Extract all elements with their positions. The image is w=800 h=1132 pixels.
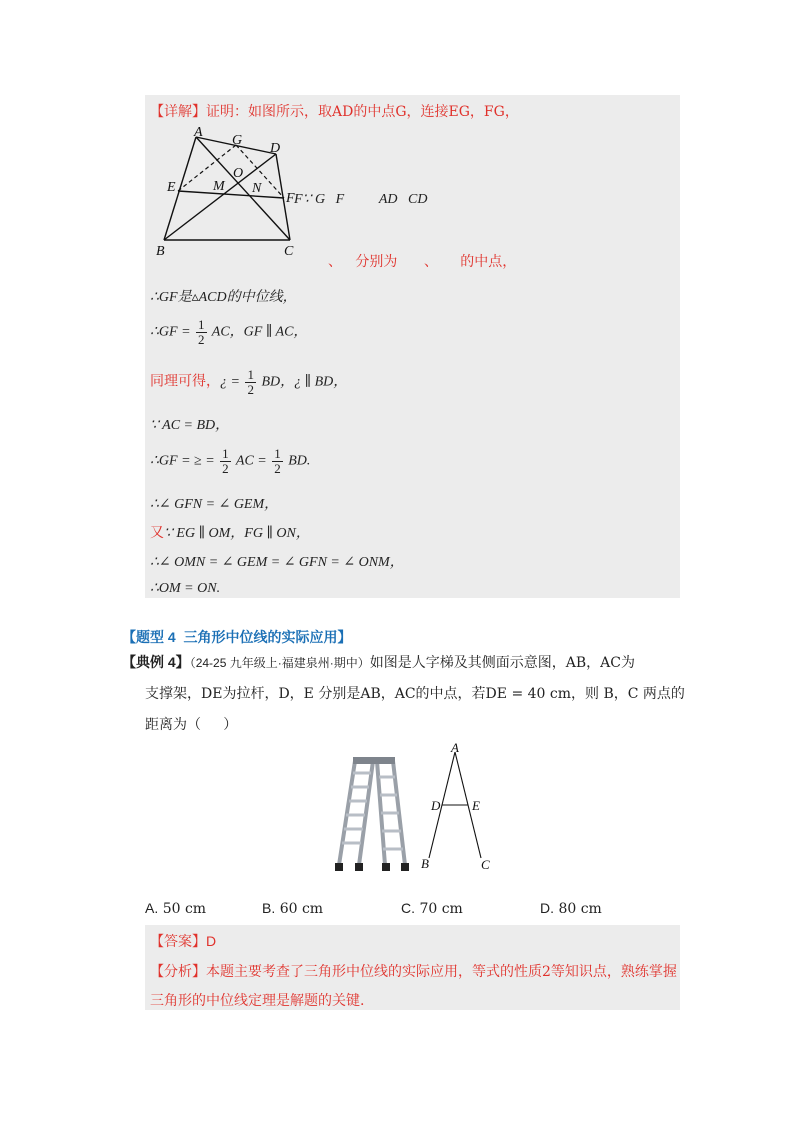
label-o: O: [233, 166, 244, 181]
label-c: C: [284, 244, 294, 259]
fraction-half: $\frac{1}{2}$: [274, 446, 281, 476]
proof-line-5-c: BD.: [288, 453, 311, 469]
question-line-2: 支撑架，DE为拉杆，D，E 分别是AB，AC的中点，若DE = 40 cm，则 B，C 两点的: [145, 686, 685, 702]
fraction-half: $\frac{1}{2}$: [247, 367, 254, 397]
proof-line-1: ∴GF是▵ACD的中位线，: [150, 290, 297, 305]
analysis-tag: 【分析】: [150, 963, 206, 979]
question-tag: 【典例 4】: [122, 654, 190, 670]
proof-line-2: [150, 318, 307, 347]
label-m: M: [213, 179, 225, 194]
question-line-3: 距离为（ ）: [145, 717, 238, 733]
proof-f-line: F∵ G F AD CD: [294, 192, 428, 207]
option-a[interactable]: A. 50 cm: [145, 900, 207, 917]
label-e: E: [167, 180, 176, 195]
segment-ef: [178, 191, 284, 198]
schematic-label-b: B: [421, 856, 429, 871]
question-line-1: [122, 652, 635, 672]
fraction-half: $\frac{1}{2}$: [222, 446, 229, 476]
label-g: G: [232, 133, 243, 148]
schematic-label-c: C: [481, 857, 490, 872]
proof-line-5-a: ∴GF = ≥ =: [150, 453, 215, 469]
analysis-line-1: [150, 961, 677, 981]
proof-line-6: ∴∠ GFN = ∠ GEM，: [150, 497, 279, 512]
answer-line: [150, 931, 216, 951]
proof-line-3-prefix: 同理可得，: [150, 374, 220, 390]
proof-line-3-a: ¿ =: [220, 374, 240, 390]
proof-line-4: ∵ AC = BD，: [150, 418, 230, 433]
option-b[interactable]: B. 60 cm: [262, 900, 324, 917]
proof-line-5-b: AC =: [235, 453, 267, 469]
question-source: （24-25 九年级上·福建泉州·期中）: [189, 656, 370, 670]
proof-line-9: ∴OM = ON.: [150, 581, 221, 596]
proof-line-3: [150, 368, 347, 397]
analysis-text-1: 本题主要考查了三角形中位线的实际应用，等式的性质2等知识点，熟练掌握: [206, 964, 677, 980]
proof-line-8: ∴∠ OMN = ∠ GEM = ∠ GFN = ∠ ONM，: [150, 555, 404, 570]
label-f: F: [286, 191, 295, 206]
proof-line-7-prefix: 又: [150, 526, 164, 541]
proof-line-5: [150, 447, 310, 476]
proof-line-7-body: ∵ EG ∥ OM，FG ∥ ON，: [164, 526, 310, 541]
proof-midpoint-line: 、 分别为 、 的中点，: [328, 254, 517, 270]
proof-line-2-b: AC，GF ∥ AC，: [211, 324, 308, 340]
label-b: B: [156, 244, 165, 259]
proof-intro: 证明：如图所示，取AD的中点G，连接EG，FG，: [206, 104, 519, 120]
answer-tag: 【答案】: [150, 933, 206, 949]
analysis-line-2: 三角形的中位线定理是解题的关键.: [150, 993, 365, 1009]
label-a: A: [194, 125, 203, 140]
schematic-label-d: D: [431, 798, 441, 813]
schematic-label-e: E: [472, 798, 480, 813]
option-d[interactable]: D. 80 cm: [540, 900, 602, 917]
fraction-half: $\frac{1}{2}$: [198, 317, 205, 347]
label-n: N: [252, 181, 262, 196]
proof-line-7: [150, 522, 310, 542]
schematic-label-a: A: [451, 742, 459, 755]
question-text-1: 如图是人字梯及其侧面示意图，AB，AC为: [369, 655, 635, 671]
proof-line-2-a: ∴GF =: [150, 324, 191, 340]
ladder-photo: [333, 755, 411, 873]
option-c[interactable]: C. 70 cm: [401, 900, 463, 917]
proof-intro-line: [150, 101, 519, 121]
proof-line-3-b: BD，¿ ∥ BD，: [261, 374, 348, 390]
label-d: D: [270, 141, 281, 156]
section-title: 【题型 4 三角形中位线的实际应用】: [122, 629, 352, 645]
answer-value: D: [206, 933, 217, 949]
proof-tag: 【详解】: [150, 103, 206, 119]
ladder-schematic: [415, 742, 495, 872]
